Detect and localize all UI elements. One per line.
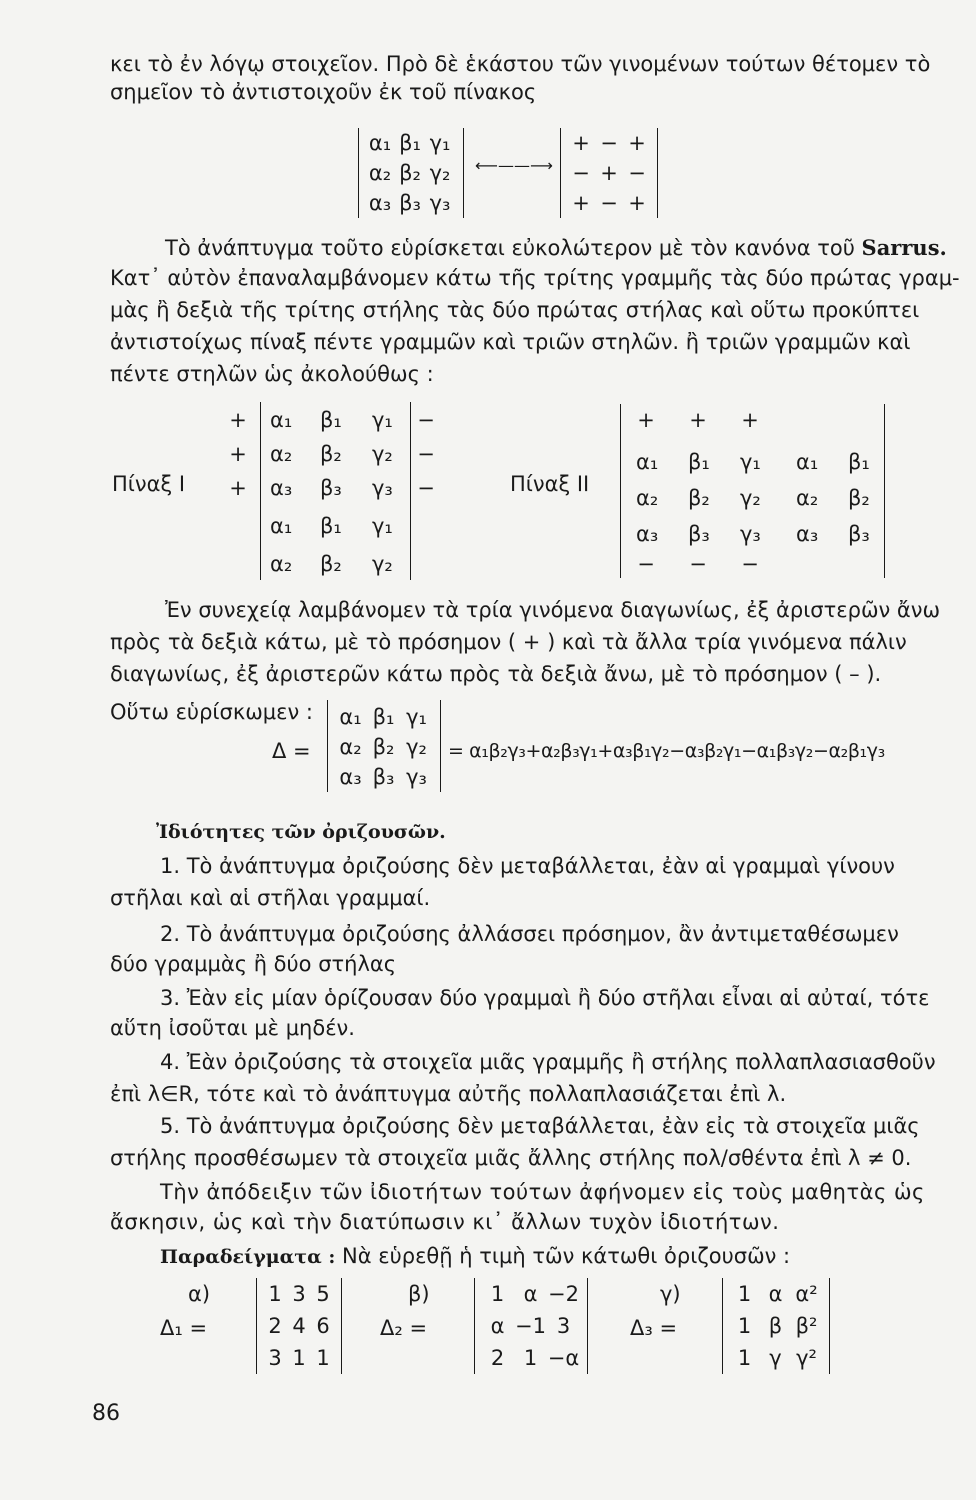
text-line: πέντε στηλῶν ὡς ἀκολούθως :: [110, 362, 434, 386]
plus-sign: +: [741, 408, 759, 432]
pinax-2-cell: β₁: [848, 450, 870, 474]
text-line: Ἐν συνεχείᾳ λαμβάνομεν τὰ τρία γινόμενα διαγωνίως, ἐξ ἀριστερῶν ἄνω: [165, 598, 941, 622]
pinax-2-cell: α₁: [636, 450, 659, 474]
matrix-row: [567, 128, 651, 158]
matrix-cell: 6: [316, 1314, 330, 1338]
matrix-cell: γ²: [796, 1346, 817, 1370]
text-line: στῆλαι καὶ αἱ στῆλαι γραμμαί.: [110, 886, 431, 910]
matrix-cell: −2: [548, 1282, 579, 1306]
matrix-row: [481, 1342, 581, 1374]
matrix-cell: α₂: [368, 161, 392, 185]
matrix-row: [334, 702, 434, 732]
pinax-1-cell: γ₂: [372, 442, 393, 466]
pinax-2-cell: α₂: [636, 486, 659, 510]
matrix-cell: 1: [268, 1282, 282, 1306]
example-1-determinant: [256, 1278, 342, 1374]
example-a-label: α): [188, 1282, 211, 1306]
plus-sign: +: [637, 408, 655, 432]
pinax-2-label: Πίναξ ΙΙ: [510, 472, 590, 496]
matrix-row: [334, 762, 434, 792]
matrix-cell: 3: [556, 1314, 571, 1338]
examples-text: Νὰ εὑρεθῇ ἡ τιμὴ τῶν κάτωθι ὀριζουσῶν :: [335, 1244, 791, 1268]
pinax-2-cell: α₃: [796, 522, 819, 546]
double-arrow: ⟵——⟶: [475, 156, 553, 175]
matrix-cell: 1: [292, 1346, 306, 1370]
matrix-cell: γ₂: [406, 735, 427, 759]
matrix-cell: 2: [268, 1314, 282, 1338]
text-span: Τὸ ἀνάπτυγμα τοῦτο εὑρίσκεται εὐκολώτερον μὲ τὸν κανόνα τοῦ: [165, 236, 862, 260]
matrix-row: [263, 1278, 335, 1310]
delta-3-label: Δ₃ =: [630, 1316, 678, 1340]
matrix-cell: β₃: [372, 765, 395, 789]
pinax-1-label: Πίναξ Ι: [112, 472, 186, 496]
sarrus-name: Sarrus.: [861, 235, 947, 260]
matrix-cell: −: [628, 161, 646, 185]
pinax-2-cell: γ₁: [740, 450, 761, 474]
pinax-1-cell: β₁: [320, 408, 342, 432]
matrix-cell: γ₃: [429, 191, 451, 215]
minus-sign: −: [689, 552, 707, 576]
pinax-1-cell: β₂: [320, 552, 342, 576]
text-line: Τὴν ἀπόδειξιν τῶν ἰδιοτήτων τούτων ἀφήνομεν εἰς τοὺς μαθητὰς ὡς: [160, 1180, 925, 1204]
pinax-1-cell: α₁: [270, 514, 293, 538]
determinant-matrix: [358, 128, 464, 218]
matrix-cell: 4: [292, 1314, 306, 1338]
text-line: Οὕτω εὑρίσκωμεν :: [110, 700, 313, 724]
pinax-2-cell: β₃: [688, 522, 710, 546]
pinax-1-left-rule: [260, 402, 261, 580]
example-2-determinant: [474, 1278, 588, 1374]
matrix-cell: 1: [523, 1346, 538, 1370]
matrix-row: [365, 128, 457, 158]
pinax-2-cell: β₁: [688, 450, 710, 474]
text-line: μὰς ἢ δεξιὰ τῆς τρίτης στήλης τὰς δύο πρώτας στήλας καὶ οὕτω προκύπτει: [110, 298, 920, 322]
matrix-row: [729, 1342, 823, 1374]
minus-sign: −: [417, 476, 435, 500]
matrix-cell: 1: [737, 1346, 752, 1370]
text-line: κει τὸ ἐν λόγῳ στοιχεῖον. Πρὸ δὲ ἑκάστου τῶν γινομένων τούτων θέτομεν τὸ: [110, 52, 931, 76]
pinax-2-cell: β₃: [848, 522, 870, 546]
pinax-1-cell: β₃: [320, 476, 342, 500]
pinax-2-right-rule: [884, 404, 885, 578]
delta-expansion: = α₁β₂γ₃+α₂β₃γ₁+α₃β₁γ₂−α₃β₂γ₁−α₁β₃γ₂−α₂β₁γ₃: [448, 740, 885, 762]
minus-sign: −: [637, 552, 655, 576]
text-line: Κατ᾽ αὐτὸν ἐπαναλαμβάνομεν κάτω τῆς τρίτης γραμμῆς τὰς δύο πρώτας γραμ-: [110, 266, 960, 290]
matrix-cell: +: [628, 131, 646, 155]
example-c-label: γ): [660, 1282, 681, 1306]
pinax-1-cell: γ₃: [372, 476, 393, 500]
matrix-cell: −: [600, 191, 618, 215]
matrix-cell: −: [572, 161, 590, 185]
pinax-1-cell: α₂: [270, 442, 293, 466]
matrix-row: [481, 1278, 581, 1310]
matrix-cell: 2: [490, 1346, 505, 1370]
sign-table: [560, 128, 658, 218]
text-line: ἄσκησιν, ὡς καὶ τὴν διατύπωσιν κι᾽ ἄλλων τυχὸν ἰδιοτήτων.: [110, 1210, 780, 1234]
text-line: διαγωνίως, ἐξ ἀριστερῶν κάτω πρὸς τὰ δεξιὰ ἄνω, μὲ τὸ πρόσημον ( – ).: [110, 662, 882, 686]
matrix-cell: β₂: [399, 161, 421, 185]
delta-2-label: Δ₂ =: [380, 1316, 428, 1340]
pinax-1-cell: γ₁: [372, 514, 393, 538]
matrix-cell: α₁: [368, 131, 392, 155]
text-line: στήλης προσθέσωμεν τὰ στοιχεῖα μιᾶς ἄλλης στήλης πολ/σθέντα ἐπὶ λ ≠ 0.: [110, 1146, 912, 1170]
examples-line: [160, 1242, 790, 1271]
matrix-row: [334, 732, 434, 762]
matrix-cell: β₂: [372, 735, 395, 759]
matrix-row: [729, 1278, 823, 1310]
text-line: 5. Τὸ ἀνάπτυγμα ὀριζούσης δὲν μεταβάλλεται, ἐὰν εἰς τὰ στοιχεῖα μιᾶς: [160, 1114, 920, 1138]
pinax-2-cell: β₂: [848, 486, 870, 510]
matrix-cell: α: [490, 1314, 505, 1338]
matrix-cell: α₃: [339, 765, 362, 789]
examples-label: Παραδείγματα :: [160, 1246, 336, 1268]
matrix-cell: +: [572, 131, 590, 155]
pinax-2-cell: γ₃: [740, 522, 761, 546]
matrix-cell: −1: [515, 1314, 546, 1338]
pinax-1-cell: β₂: [320, 442, 342, 466]
matrix-cell: γ₂: [429, 161, 451, 185]
pinax-1-cell: γ₁: [372, 408, 393, 432]
pinax-2-cell: α₂: [796, 486, 819, 510]
text-line: 3. Ἐὰν εἰς μίαν ὁρίζουσαν δύο γραμμαὶ ἢ δύο στῆλαι εἶναι αἱ αὐταί, τότε: [160, 986, 930, 1010]
text-line: [165, 234, 947, 262]
text-line: 2. Τὸ ἀνάπτυγμα ὀριζούσης ἀλλάσσει πρόσημον, ἂν ἀντιμεταθέσωμεν: [160, 922, 899, 946]
matrix-cell: +: [628, 191, 646, 215]
matrix-cell: α₃: [368, 191, 392, 215]
matrix-cell: 3: [268, 1346, 282, 1370]
matrix-cell: 1: [737, 1314, 752, 1338]
delta-determinant: [327, 700, 441, 792]
plus-sign: +: [229, 442, 247, 466]
matrix-cell: β₁: [399, 131, 421, 155]
matrix-cell: γ₃: [406, 765, 427, 789]
matrix-cell: γ₁: [406, 705, 427, 729]
minus-sign: −: [741, 552, 759, 576]
matrix-row: [729, 1310, 823, 1342]
text-line: δύο γραμμὰς ἢ δύο στήλας: [110, 952, 397, 976]
matrix-cell: +: [600, 161, 618, 185]
plus-sign: +: [229, 408, 247, 432]
matrix-cell: α: [523, 1282, 538, 1306]
delta-label: Δ =: [272, 739, 311, 763]
matrix-cell: 3: [292, 1282, 306, 1306]
minus-sign: −: [417, 408, 435, 432]
pinax-2-cell: α₁: [796, 450, 819, 474]
matrix-row: [567, 188, 651, 218]
text-line: πρὸς τὰ δεξιὰ κάτω, μὲ τὸ πρόσημον ( + ) καὶ τὰ ἄλλα τρία γινόμενα πάλιν: [110, 630, 907, 654]
matrix-cell: β: [768, 1314, 783, 1338]
pinax-1-cell: α₃: [270, 476, 293, 500]
text-line: ἐπὶ λ∈R, τότε καὶ τὸ ἀνάπτυγμα αὐτῆς πολλαπλασιάζεται ἐπὶ λ.: [110, 1082, 787, 1106]
matrix-cell: 1: [316, 1346, 330, 1370]
pinax-2-cell: α₃: [636, 522, 659, 546]
matrix-row: [263, 1310, 335, 1342]
text-line: σημεῖον τὸ ἀντιστοιχοῦν ἐκ τοῦ πίνακος: [110, 80, 537, 104]
matrix-cell: α₁: [339, 705, 362, 729]
matrix-row: [567, 158, 651, 188]
matrix-cell: 1: [490, 1282, 505, 1306]
pinax-1-cell: β₁: [320, 514, 342, 538]
matrix-cell: α₂: [339, 735, 362, 759]
matrix-cell: +: [572, 191, 590, 215]
matrix-cell: α: [768, 1282, 783, 1306]
text-line: 1. Τὸ ἀνάπτυγμα ὀριζούσης δὲν μεταβάλλεται, ἐὰν αἱ γραμμαὶ γίνουν: [160, 854, 895, 878]
page-number: 86: [92, 1401, 120, 1426]
matrix-cell: β₁: [372, 705, 395, 729]
plus-sign: +: [689, 408, 707, 432]
matrix-cell: γ: [769, 1346, 782, 1370]
matrix-cell: α²: [795, 1282, 818, 1306]
pinax-2-cell: γ₂: [740, 486, 761, 510]
pinax-2-cell: β₂: [688, 486, 710, 510]
matrix-cell: β₃: [399, 191, 421, 215]
matrix-cell: −: [600, 131, 618, 155]
matrix-row: [481, 1310, 581, 1342]
text-line: αὕτη ἰσοῦται μὲ μηδέν.: [110, 1016, 355, 1040]
matrix-cell: 1: [737, 1282, 752, 1306]
text-line: 4. Ἐὰν ὀριζούσης τὰ στοιχεῖα μιᾶς γραμμῆς ἢ στήλης πολλαπλασιασθοῦν: [160, 1050, 936, 1074]
text-line: ἀντιστοίχως πίναξ πέντε γραμμῶν καὶ τριῶν στηλῶν. ἢ τριῶν γραμμῶν καὶ: [110, 330, 911, 354]
pinax-1-cell: α₂: [270, 552, 293, 576]
pinax-1-cell: γ₂: [372, 552, 393, 576]
matrix-cell: −α: [547, 1346, 580, 1370]
pinax-1-cell: α₁: [270, 408, 293, 432]
matrix-cell: 5: [316, 1282, 330, 1306]
matrix-row: [365, 188, 457, 218]
example-b-label: β): [408, 1282, 430, 1306]
pinax-1-right-rule: [410, 402, 411, 580]
pinax-2-left-rule: [620, 404, 621, 578]
example-3-determinant: [722, 1278, 830, 1374]
matrix-cell: γ₁: [429, 131, 451, 155]
matrix-row: [365, 158, 457, 188]
matrix-cell: β²: [795, 1314, 818, 1338]
minus-sign: −: [417, 442, 435, 466]
section-heading: Ἰδιότητες τῶν ὀριζουσῶν.: [156, 821, 446, 843]
matrix-row: [263, 1342, 335, 1374]
plus-sign: +: [229, 476, 247, 500]
delta-1-label: Δ₁ =: [160, 1316, 208, 1340]
